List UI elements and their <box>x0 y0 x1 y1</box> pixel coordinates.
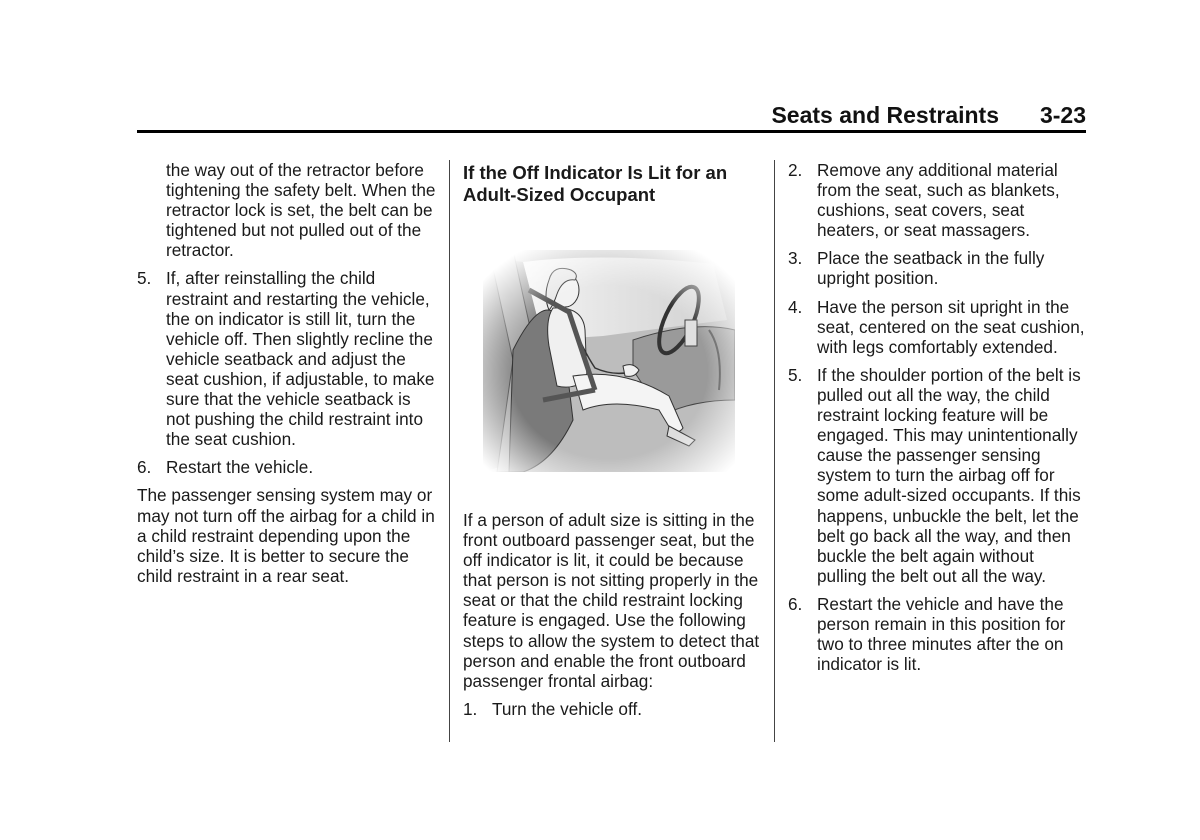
list-number: 5. <box>137 268 152 289</box>
list-text: If, after reinstalling the child restraint and restarting the vehicle, the on indicator is still lit, turn the vehicle off. Then slightly recline the vehicle seatback and adjust the seat cushion, if adjustable, to make sure that the vehicle seatback is not pushing the child restraint into the seat cushion. <box>166 268 435 450</box>
list-text: Restart the vehicle. <box>166 457 314 478</box>
list-number: 1. <box>463 698 478 719</box>
page-number: 3-23 <box>1039 102 1086 128</box>
continuation-text: the way out of the retractor before tightening the safety belt. When the retractor lock is set, the belt can be tightened but not pulled out of the retractor. <box>166 160 436 261</box>
list-text: Restart the vehicle and have the person remain in this position for two to three minutes after the on indicator is lit. <box>817 593 1066 675</box>
column-divider-2 <box>774 160 775 742</box>
list-text: Place the seatback in the fully upright position. <box>817 248 1045 289</box>
list-item <box>788 297 1088 357</box>
list-text: Have the person sit upright in the seat, centered on the seat cushion, with legs comfortably extended. <box>817 296 1085 357</box>
column-2 <box>463 160 763 727</box>
list-item <box>788 248 1088 288</box>
list-number: 4. <box>788 296 803 317</box>
list-item <box>788 160 1088 240</box>
section-title: Seats and Restraints <box>771 102 999 128</box>
list-item <box>137 457 437 477</box>
list-text: If the shoulder portion of the belt is pulled out all the way, the child restraint locking feature will be engaged. This may unintentionally cause the passenger sensing system to turn the airbag off for some adult-sized occupants. If this happens, unbuckle the belt, let the belt go back all the way, and then buckle the belt again without pulling the belt out all the way. <box>817 364 1081 586</box>
list-number: 6. <box>137 457 152 478</box>
column-3 <box>788 160 1088 682</box>
list-item <box>788 594 1088 674</box>
list-item <box>788 365 1088 586</box>
section-heading: If the Off Indicator Is Lit for an Adult-Sized Occupant <box>463 162 728 205</box>
list-text: Turn the vehicle off. <box>492 698 642 719</box>
body-paragraph: The passenger sensing system may or may not turn off the airbag for a child in a child restraint depending upon the child’s size. It is better to secure the child restraint in a rear seat. <box>137 485 435 586</box>
list-item <box>463 699 763 719</box>
list-number: 5. <box>788 364 803 385</box>
list-item <box>137 268 437 449</box>
list-text: Remove any additional material from the seat, such as blankets, cushions, seat covers, seat heaters, or seat massagers. <box>817 160 1060 241</box>
column-divider-1 <box>449 160 450 742</box>
body-paragraph: If a person of adult size is sitting in the front outboard passenger seat, but the off indicator is lit, it could be because that person is not sitting properly in the seat or that the child restraint locking feature is engaged. Use the following steps to allow the system to detect that person and enable the front outboard passenger frontal airbag: <box>463 510 760 691</box>
list-number: 6. <box>788 593 803 614</box>
list-number: 3. <box>788 248 803 269</box>
list-number: 2. <box>788 160 803 180</box>
page-header <box>137 100 1086 133</box>
column-1 <box>137 160 437 594</box>
adult-passenger-seated-illustration <box>483 250 735 472</box>
